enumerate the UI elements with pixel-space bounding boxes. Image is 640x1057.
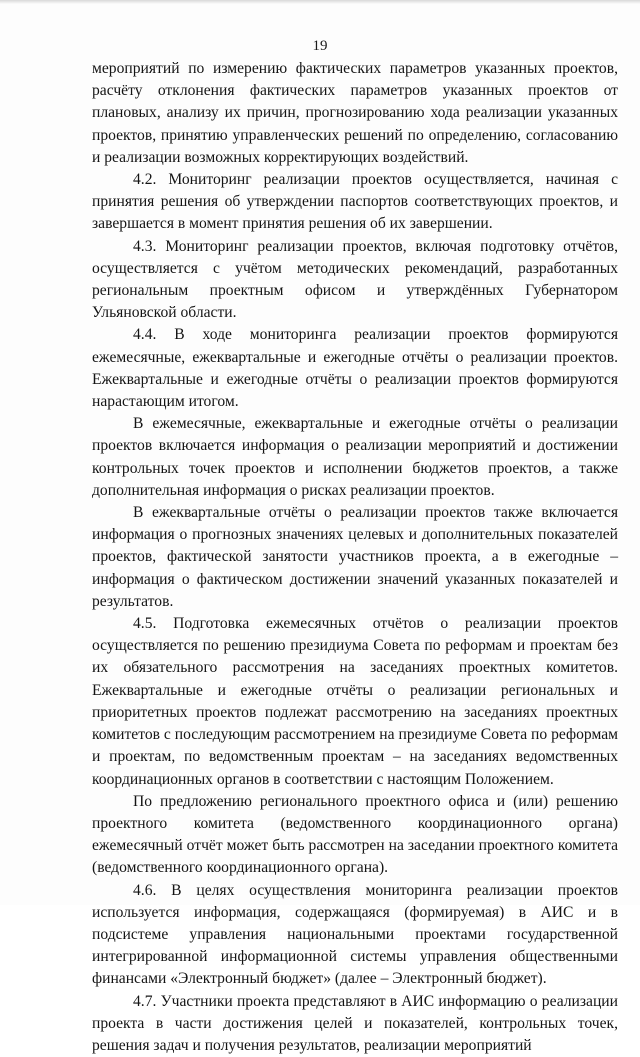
paragraph-4-7: 4.7. Участники проекта представляют в АИС информацию о реализации проекта в части достижения целей и показателей, контрольных точек, решения задач и получения результатов, реализации мероприятий (92, 992, 618, 1054)
page-number: 19 (312, 38, 328, 54)
scan-edge (0, 0, 640, 4)
paragraph-4-5-proposal: По предложению регионального проектного офиса и (или) решению проектного комитета (ведомственного координационного органа) ежемесячный отчёт может быть рассмотрен на заседании проектного комитета (ведомственного координационного органа). (92, 792, 618, 877)
paragraph-4-5: 4.5. Подготовка ежемесячных отчётов о реализации проектов осуществляется по решению президиума Совета по реформам и проектам без их обязательного рассмотрения на заседаниях проектных комитетов. Ежеквартальные и ежегодные отчёты о реализации региональных и приоритетных проектов подлежат рассмотрению на заседаниях проектных комитетов с последующим рассмотрением на президиуме Совета по реформам и проектам, по ведомственным проектам – на заседаниях ведомственных координационных органов в соответствии с настоящим Положением. (92, 615, 618, 788)
paragraph-4-4-quarterly-reports: В ежеквартальные отчёты о реализации проектов также включается информация о прогнозных значениях целевых и дополнительных показателей проектов, фактической занятости участников проекта, а в ежегодные – информация о фактическом достижении значений указанных показателей и результатов. (92, 504, 618, 610)
paragraph-4-3: 4.3. Мониторинг реализации проектов, включая подготовку отчётов, осуществляется с учётом методических рекомендаций, разработанных региональным проектным офисом и утверждённых Губернатором Ульяновской области. (92, 237, 618, 322)
paragraph-4-4-monthly-reports: В ежемесячные, ежеквартальные и ежегодные отчёты о реализации проектов включается информация о реализации мероприятий и достижении контрольных точек проектов и исполнении бюджетов проектов, а также дополнительная информация о рисках реализации проектов. (92, 415, 618, 499)
paragraph-continuation: мероприятий по измерению фактических параметров указанных проектов, расчёту отклонения фактических параметров указанных проектов от плановых, анализу их причин, прогнозированию хода реализации указанных проектов, принятию управленческих решений по определению, согласованию и реализации возможных корректирующих воздействий. (92, 60, 618, 166)
paragraph-4-6: 4.6. В целях осуществления мониторинга реализации проектов используется информация, содержащаяся (формируемая) в АИС и в подсистеме управления национальными проектами государственной интегрированной информационной системы управления общественными финансами «Электронный бюджет» (далее – Электронный бюджет). (92, 881, 618, 988)
document-body (92, 58, 618, 1057)
paragraph-4-4: 4.4. В ходе мониторинга реализации проектов формируются ежемесячные, ежеквартальные и ежегодные отчёты о реализации проектов. Ежеквартальные и ежегодные отчёты о реализации проектов формируются нарастающим итогом. (92, 326, 618, 411)
paragraph-4-2: 4.2. Мониторинг реализации проектов осуществляется, начиная с принятия решения об утверждении паспортов соответствующих проектов, и завершается в момент принятия решения об их завершении. (92, 171, 618, 233)
